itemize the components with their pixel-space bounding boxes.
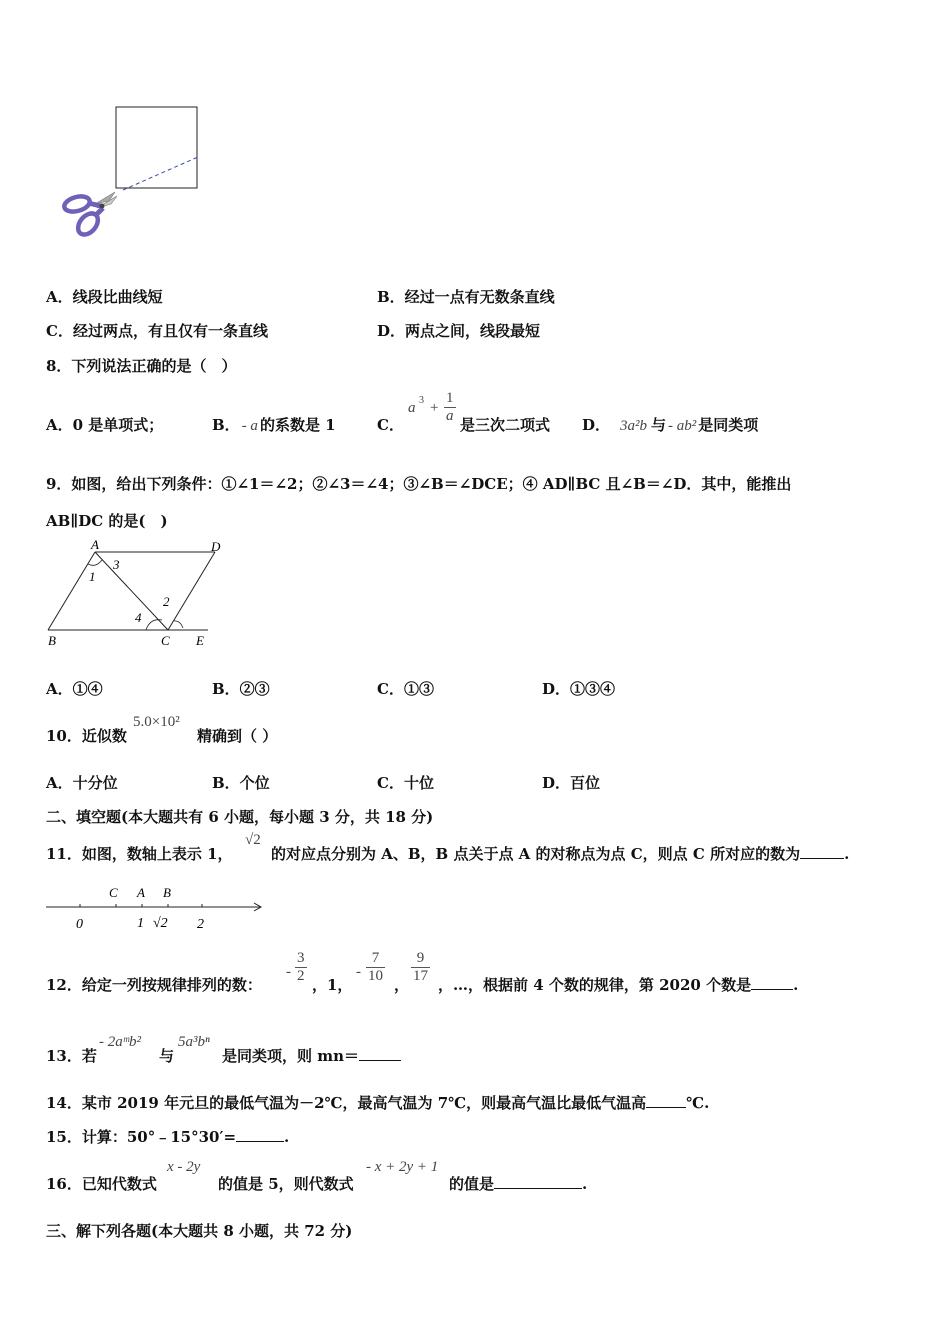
q11-prefix: 11．如图，数轴上表示 1， [46, 845, 233, 863]
q8-option-c-label: C． [377, 416, 404, 434]
q8-option-c-text: 是三次二项式 [460, 416, 551, 434]
scissors-icon [63, 192, 117, 238]
q11-tick-2: 2 [197, 917, 204, 932]
q7-option-d: D．两点之间，线段最短 [377, 322, 541, 340]
q11-tick-sqrt2: √2 [153, 916, 168, 931]
q12-sep-2: ， [394, 976, 410, 994]
q7-option-b: B．经过一点有无数条直线 [377, 288, 555, 306]
q12-fraction-3: $\frac{7}{10}$ [368, 950, 383, 984]
q8-d-math-2: - ab² [668, 418, 697, 434]
q10-prefix: 10．近似数 [46, 727, 127, 745]
q16-answer-blank [494, 1174, 582, 1189]
q12-fraction-4: $\frac{9}{17}$ [413, 950, 428, 984]
q11-tick-1: 1 [137, 916, 144, 931]
q8-b-math: - a [241, 418, 258, 434]
q10-option-c: C．十位 [377, 774, 434, 792]
q16-prefix: 16．已知代数式 [46, 1175, 157, 1193]
q9-label-d: D [211, 539, 221, 554]
q10-option-b: B．个位 [212, 774, 270, 792]
q10-option-d: D．百位 [542, 774, 601, 792]
q9-label-a: A [91, 538, 99, 552]
q14-answer-blank [646, 1093, 686, 1108]
section-3-heading: 三、解下列各题(本大题共 8 小题，共 72 分) [46, 1222, 353, 1240]
q13-math-2: 5a³bⁿ [178, 1034, 210, 1050]
q16-suffix: 的值是 . [449, 1175, 588, 1193]
q9-label-c: C [161, 633, 170, 648]
q12-sep-1: ，1， [312, 976, 353, 994]
q9-label-3: 3 [113, 557, 120, 572]
q13-prefix: 13．若 [46, 1047, 97, 1065]
q10-suffix: 精确到（ ） [197, 727, 278, 745]
q16-mid: 的值是 5，则代数式 [218, 1175, 354, 1193]
q9-label-b: B [48, 633, 56, 648]
q9-figure [40, 538, 240, 653]
q13-answer-blank [359, 1046, 401, 1061]
q9-label-1: 1 [89, 569, 96, 584]
q11-suffix: 的对应点分别为 A、B，B 点关于点 A 的对称点为点 C，则点 C 所对应的数为 . [271, 845, 850, 863]
q8-stem: 8．下列说法正确的是（ ） [46, 357, 237, 375]
q8-d-math-1: 3a²b [620, 418, 648, 434]
q7-option-c: C．经过两点，有且仅有一条直线 [46, 322, 268, 340]
q13-math-1: - 2aᵐb² [99, 1034, 141, 1050]
q9-label-2: 2 [163, 594, 170, 609]
q13-suffix: 是同类项，则 mn＝ [222, 1045, 401, 1066]
q11-label-a: A [137, 885, 145, 900]
q9-label-4: 4 [135, 610, 142, 625]
q11-label-c: C [109, 885, 118, 900]
q12-sign-1: - [286, 964, 291, 980]
q12-answer-blank [751, 975, 793, 990]
q9-option-c: C．①③ [377, 680, 434, 698]
q15-answer-blank [236, 1127, 284, 1142]
q15: 15．计算：50°﹣15°30′= . [46, 1128, 290, 1146]
q11-answer-blank [800, 844, 844, 859]
q11-label-b: B [163, 885, 171, 900]
q9-option-a: A．①④ [46, 680, 103, 698]
q9-stem-line2: AB∥DC 的是( ) [46, 512, 168, 530]
q10-option-a: A．十分位 [46, 774, 118, 792]
q8-option-b: B． - a 的系数是 1 [212, 416, 336, 434]
q9-option-b: B．②③ [212, 680, 270, 698]
q11-tick-0: 0 [76, 917, 83, 932]
scissors-figure [55, 100, 215, 250]
q12-prefix: 12．给定一列按规律排列的数： [46, 976, 262, 994]
q12-fraction-1: $\frac{3}{2}$ [297, 950, 305, 984]
q11-math: √2 [245, 832, 261, 848]
q16-math-1: x - 2y [167, 1159, 201, 1175]
q14: 14．某市 2019 年元旦的最低气温为－2℃，最高气温为 7℃，则最高气温比最低气温高 ℃. [46, 1094, 710, 1112]
cut-dashed-line [123, 157, 198, 190]
q8-option-a: A．0 是单项式； [46, 416, 164, 434]
paper-square [116, 107, 197, 188]
q9-label-e: E [196, 633, 204, 648]
q9-option-d: D．①③④ [542, 680, 616, 698]
q13-mid: 与 [159, 1047, 175, 1065]
q16-math-2: - x + 2y + 1 [366, 1159, 439, 1175]
q8-option-d: D． 3a²b 与 - ab² 是同类项 [582, 416, 759, 434]
q12-suffix: ，…，根据前 4 个数的规律，第 2020 个数是 . [438, 976, 799, 994]
q10-math: 5.0×10² [133, 714, 180, 730]
q7-option-a: A．线段比曲线短 [46, 288, 163, 306]
q12-sign-3: - [356, 964, 361, 980]
q11-number-line [40, 878, 270, 938]
section-2-heading: 二、填空题(本大题共有 6 小题，每小题 3 分，共 18 分) [46, 808, 434, 826]
q9-stem-line1: 9．如图，给出下列条件：①∠1＝∠2；②∠3＝∠4；③∠B＝∠DCE；④ AD∥BC 且∠B＝∠D．其中，能推出 [46, 475, 792, 493]
